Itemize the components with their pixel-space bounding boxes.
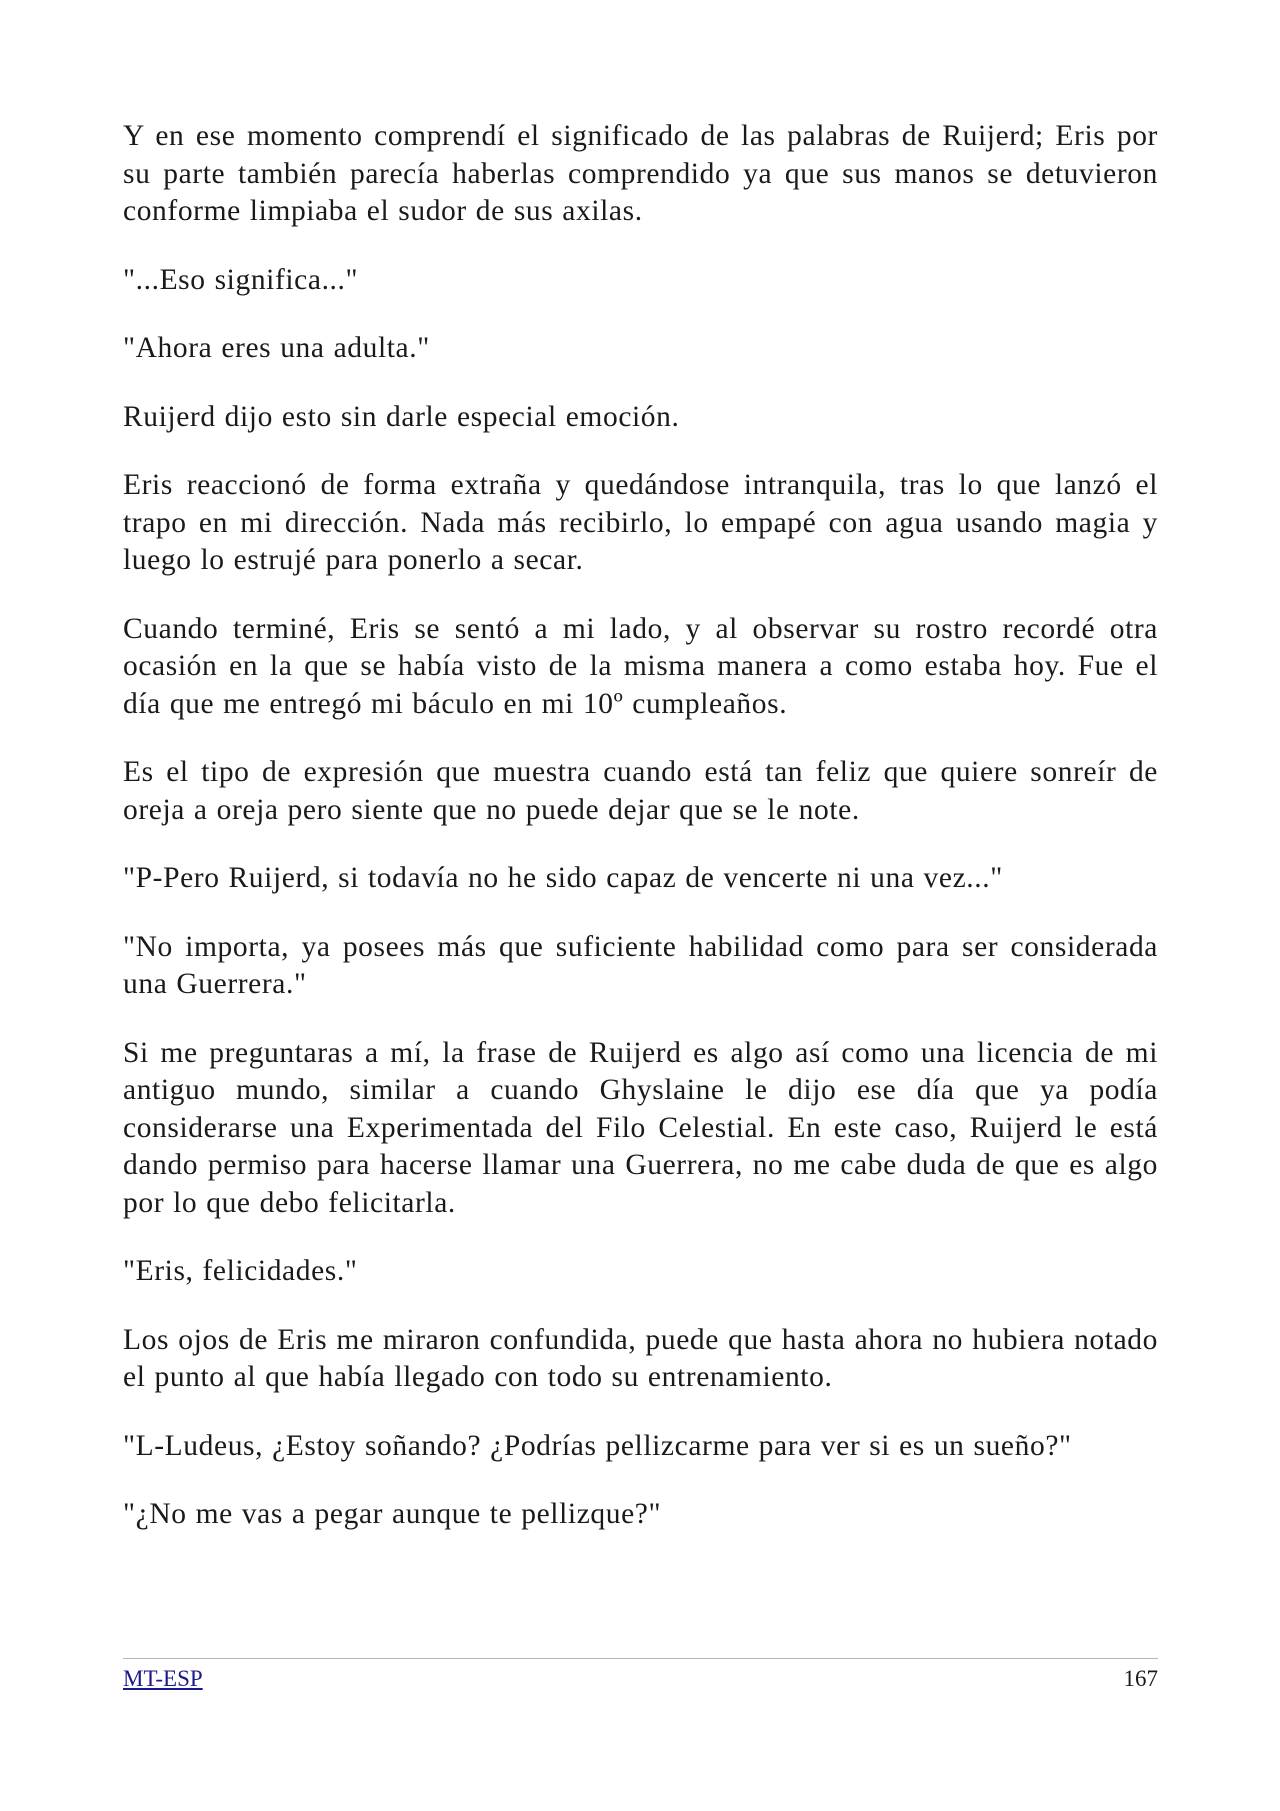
page-footer xyxy=(123,1658,1158,1694)
paragraph: "L-Ludeus, ¿Estoy soñando? ¿Podrías pellizcarme para ver si es un sueño?" xyxy=(123,1429,1072,1462)
paragraph: Es el tipo de expresión que muestra cuando está tan feliz que quiere sonreír de oreja a oreja pero siente que no puede dejar que se le note. xyxy=(123,756,1158,826)
paragraph: "Ahora eres una adulta." xyxy=(123,332,430,364)
paragraph: Ruijerd dijo esto sin darle especial emoción. xyxy=(123,400,680,433)
page-body xyxy=(123,118,1158,1565)
paragraph: Eris reaccionó de forma extraña y quedándose intranquila, tras lo que lanzó el trapo en mi dirección. Nada más recibirlo, lo empapé con agua usando magia y luego lo estrujé para ponerlo a secar. xyxy=(123,469,1158,576)
paragraph: "P-Pero Ruijerd, si todavía no he sido capaz de vencerte ni una vez..." xyxy=(123,862,1003,894)
paragraph: Los ojos de Eris me miraron confundida, puede que hasta ahora no hubiera notado el punto al que había llegado con todo su entrenamiento. xyxy=(123,1323,1158,1393)
footer-link-mt-esp[interactable]: MT-ESP xyxy=(123,1666,203,1691)
paragraph: "No importa, ya posees más que suficiente habilidad como para ser considerada una Guerrera." xyxy=(123,930,1158,1000)
paragraph: Cuando terminé, Eris se sentó a mi lado, y al observar su rostro recordé otra ocasión en la que se había visto de la misma manera a como estaba hoy. Fue el día que me entregó mi báculo en mi 10º cumpleaños. xyxy=(123,612,1158,720)
paragraph: "Eris, felicidades." xyxy=(123,1255,358,1287)
paragraph: "¿No me vas a pegar aunque te pellizque?" xyxy=(123,1498,662,1530)
paragraph: Y en ese momento comprendí el significado de las palabras de Ruijerd; Eris por su parte también parecía haberlas comprendido ya que sus manos se detuvieron conforme limpiaba el sudor de sus axilas. xyxy=(123,120,1158,227)
paragraph: Si me preguntaras a mí, la frase de Ruijerd es algo así como una licencia de mi antiguo mundo, similar a cuando Ghyslaine le dijo ese día que ya podía considerarse una Experimentada del Filo Celestial. En este caso, Ruijerd le está dando permiso para hacerse llamar una Guerrera, no me cabe duda de que es algo por lo que debo felicitarla. xyxy=(123,1036,1158,1219)
paragraph: "...Eso significa..." xyxy=(123,263,359,296)
page-number: 167 xyxy=(1123,1666,1158,1691)
